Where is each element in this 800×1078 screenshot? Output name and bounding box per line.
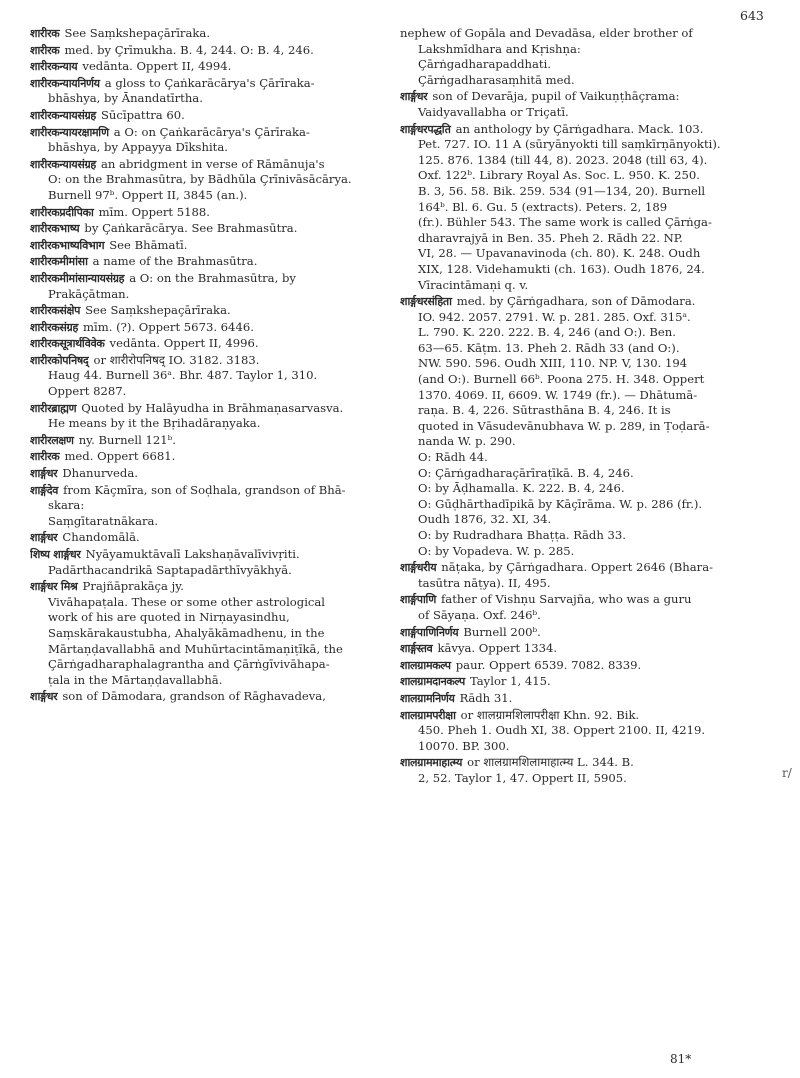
dictionary-entry	[400, 658, 768, 674]
dictionary-entry	[30, 26, 398, 42]
entry-line	[400, 771, 768, 787]
entry-line	[30, 91, 398, 107]
entry-text: O: Rādh 44.	[418, 450, 488, 465]
entry-line	[30, 172, 398, 188]
entry-line	[30, 303, 398, 319]
entry-text: Rādh 31.	[459, 690, 513, 705]
entry-text: med. Oppert 6681.	[64, 449, 176, 464]
entry-line	[400, 625, 768, 641]
entry-line	[30, 254, 398, 270]
entry-text: L. 790. K. 220. 222. B. 4, 246 (and O:). Ben.	[418, 325, 676, 340]
entry-line	[400, 658, 768, 674]
entry-line	[400, 497, 768, 513]
entry-line	[400, 73, 768, 89]
entry-headword: शारीरकप्रदीपिका	[30, 205, 94, 219]
entry-headword: शार्ङ्गधर	[400, 90, 428, 104]
entry-text: med. by Çārṅgadhara, son of Dāmodara.	[456, 294, 696, 309]
entry-text: Saṃskārakaustubha, Ahalyākāmadhenu, in the	[48, 625, 325, 640]
entry-text: mīm. Oppert 5188.	[98, 204, 210, 219]
entry-line	[400, 153, 768, 169]
dictionary-entry	[400, 625, 768, 641]
dictionary-entry	[30, 43, 398, 59]
entry-text: IO. 942. 2057. 2791. W. p. 281. 285. Oxf. 315ᵃ.	[418, 309, 691, 324]
entry-text: See Saṃkshepaçārīraka.	[85, 303, 231, 318]
entry-text: of Sāyaṇa. Oxf. 246ᵇ.	[418, 607, 541, 622]
entry-text: (and O:). Burnell 66ᵇ. Poona 275. H. 348. Oppert	[418, 372, 705, 387]
entry-headword: शालग्रामनिर्णय	[400, 691, 455, 705]
dictionary-entry	[30, 579, 398, 688]
entry-text: O: by Vopadeva. W. p. 285.	[418, 543, 575, 558]
dictionary-entry	[400, 674, 768, 690]
entry-line	[30, 76, 398, 92]
entry-text: See Bhāmatī.	[109, 237, 188, 252]
entry-line	[30, 563, 398, 579]
entry-line	[400, 278, 768, 294]
entry-text: by Çaṅkarācārya. See Brahmasūtra.	[84, 221, 298, 236]
dictionary-entry	[400, 89, 768, 120]
entry-text: 63—65. Kāṭm. 13. Pheh 2. Rādh 33 (and O:).	[418, 340, 680, 355]
entry-text: XIX, 128. Videhamukti (ch. 163). Oudh 1876, 24.	[418, 261, 705, 276]
entry-headword: शारीरब्राह्मण	[30, 401, 77, 415]
entry-line	[400, 592, 768, 608]
entry-line	[30, 384, 398, 400]
dictionary-entry	[30, 320, 398, 336]
entry-line	[400, 294, 768, 310]
entry-line	[400, 231, 768, 247]
entry-text: mīm. (?). Oppert 5673. 6446.	[83, 319, 254, 334]
entry-line	[30, 205, 398, 221]
dictionary-entry	[30, 303, 398, 319]
entry-headword: शारीरकमीमांसान्यायसंग्रह	[30, 271, 125, 285]
entry-text: Vīracintāmaṇi q. v.	[418, 277, 529, 292]
dictionary-entry	[30, 59, 398, 75]
entry-line	[400, 137, 768, 153]
entry-text: VI, 28. — Upavanavinoda (ch. 80). K. 248. Oudh	[418, 246, 701, 261]
entry-line	[30, 140, 398, 156]
entry-text: son of Devarāja, pupil of Vaikuṇṭhāçrama:	[432, 89, 680, 104]
entry-headword: शालग्रामपरीक्षा	[400, 708, 456, 722]
entry-text: Burnell 200ᵇ.	[463, 624, 541, 639]
entry-line	[30, 642, 398, 658]
entry-text: vedānta. Oppert II, 4994.	[82, 59, 232, 74]
entry-headword: शारीरक	[30, 450, 60, 464]
entry-headword: शार्ङ्गधर	[30, 690, 58, 704]
entry-text: O: by Rudradhara Bhaṭṭa. Rādh 33.	[418, 528, 626, 542]
entry-text: dharavrajyā in Ben. 35. Pheh 2. Rādh 22. NP.	[418, 230, 683, 245]
entry-headword: शारीरकसंक्षेप	[30, 304, 81, 318]
entry-text: a O: on Çaṅkarācārya's Çārīraka-	[113, 124, 310, 139]
entry-headword: शार्ङ्गधर	[30, 467, 58, 481]
entry-text: Prakāçātman.	[48, 286, 130, 301]
entry-line	[400, 641, 768, 657]
entry-headword: शार्ङ्गधरपद्धति	[400, 122, 451, 136]
entry-line	[30, 108, 398, 124]
entry-line	[400, 341, 768, 357]
entry-line	[400, 372, 768, 388]
dictionary-entry	[30, 336, 398, 352]
entry-text: Padārthacandrikā Saptapadārthīvyākhyā.	[48, 562, 292, 577]
entry-headword: शारीरकमीमांसा	[30, 255, 88, 269]
dictionary-entry	[30, 433, 398, 449]
dictionary-entry	[30, 530, 398, 546]
entry-text: a gloss to Çaṅkarācārya's Çārīraka-	[104, 75, 315, 90]
entry-line	[400, 42, 768, 58]
entry-line	[30, 157, 398, 173]
dictionary-entry	[400, 708, 768, 755]
entry-line	[400, 200, 768, 216]
entry-headword: शार्ङ्गधर मिश्र	[30, 580, 78, 594]
entry-headword: शिष्य शार्ङ्गधर	[30, 548, 81, 561]
entry-line	[30, 320, 398, 336]
entry-headword: शारीरकभाष्यविभाग	[30, 238, 105, 252]
dictionary-entry	[400, 641, 768, 657]
entry-line	[30, 673, 398, 689]
entry-text: Pet. 727. IO. 11 A (sūryānyokti till saṃkīrṇānyokti).	[418, 137, 721, 152]
entry-line	[400, 403, 768, 419]
entry-text: Sūcīpattra 60.	[100, 107, 185, 122]
entry-line	[30, 514, 398, 530]
entry-text: bhāshya, by Appayya Dīkshita.	[48, 140, 228, 155]
entry-line	[30, 336, 398, 352]
entry-line	[400, 544, 768, 560]
dictionary-entry	[30, 76, 398, 107]
entry-text: 1370. 4069. II, 6609. W. 1749 (fr.). — Dhātumā-	[418, 387, 698, 402]
entry-text: or शालग्रामशिलामाहात्म्य L. 344. B.	[467, 755, 634, 770]
entry-text: Oxf. 122ᵇ. Library Royal As. Soc. L. 950. K. 250.	[418, 168, 700, 183]
entry-text: Oppert 8287.	[48, 384, 127, 399]
entry-text: Çārṅgadharaphalagrantha and Çārṅgīvivāhapa-	[48, 657, 330, 672]
entry-line	[30, 466, 398, 482]
entry-line	[400, 105, 768, 121]
entry-text: from Kāçmīra, son of Soḍhala, grandson of Bhā-	[63, 482, 346, 497]
entry-line	[30, 271, 398, 287]
entry-line	[400, 674, 768, 690]
entry-text: B. 3, 56. 58. Bik. 259. 534 (91—134, 20). Burnell	[418, 183, 706, 198]
entry-text: ny. Burnell 121ᵇ.	[78, 432, 176, 447]
entry-line	[400, 691, 768, 707]
entry-headword: शारीरकसूत्रार्थविवेक	[30, 337, 105, 351]
dictionary-entry	[30, 125, 398, 156]
entry-headword: शालग्राममाहात्म्य	[400, 756, 463, 770]
entry-line	[30, 610, 398, 626]
entry-line	[30, 238, 398, 254]
entry-headword: शारीरकोपनिषद्	[30, 353, 89, 367]
entry-text: Nyāyamuktāvalī Lakshaṇāvalīvivṛiti.	[85, 547, 300, 561]
entry-text: son of Dāmodara, grandson of Rāghavadeva,	[62, 689, 326, 704]
dictionary-entry	[30, 449, 398, 465]
entry-headword: शार्ङ्गदेव	[30, 483, 59, 497]
entry-line	[30, 595, 398, 611]
entry-headword: शारीरकन्यायनिर्णय	[30, 76, 100, 90]
entry-text: O: Gūḍhārthadīpikā by Kāçīrāma. W. p. 286 (fr.).	[418, 496, 703, 511]
dictionary-entry	[400, 26, 768, 88]
entry-text: skara:	[48, 498, 85, 513]
entry-line	[400, 89, 768, 105]
dictionary-entry	[30, 466, 398, 482]
entry-line	[400, 528, 768, 544]
left-column	[30, 26, 398, 706]
entry-line	[400, 325, 768, 341]
entry-text: Burnell 97ᵇ. Oppert II, 3845 (an.).	[48, 187, 248, 202]
entry-text: Oudh 1876, 32. XI, 34.	[418, 512, 552, 527]
entry-text: Taylor 1, 415.	[469, 674, 551, 689]
entry-headword: शारीरक	[30, 27, 60, 40]
entry-line	[400, 388, 768, 404]
entry-text: He means by it the Bṛihadāraṇyaka.	[48, 416, 261, 431]
entry-line	[30, 626, 398, 642]
entry-text: Saṃgītaratnākara.	[48, 513, 159, 528]
entry-text: 164ᵇ. Bl. 6. Gu. 5 (extracts). Peters. 2, 189	[418, 199, 668, 214]
dictionary-entry	[30, 271, 398, 302]
entry-line	[400, 26, 768, 42]
dictionary-entry	[400, 122, 768, 294]
entry-line	[30, 287, 398, 303]
entry-text: work of his are quoted in Nirṇayasindhu,	[48, 610, 290, 625]
entry-line	[30, 26, 398, 42]
entry-text: Lakshmīdhara and Kṛishṇa:	[418, 41, 581, 56]
entry-line	[30, 43, 398, 59]
entry-headword: शारीरकन्यायसंग्रह	[30, 108, 96, 122]
entry-headword: शारीरलक्षण	[30, 433, 74, 447]
entry-line	[400, 512, 768, 528]
entry-text: an anthology by Çārṅgadhara. Mack. 103.	[455, 121, 704, 136]
entry-line	[30, 689, 398, 705]
entry-line	[30, 530, 398, 546]
entry-line	[400, 356, 768, 372]
entry-text: nanda W. p. 290.	[418, 434, 516, 449]
entry-text: bhāshya, by Ānandatīrtha.	[48, 91, 203, 106]
entry-line	[400, 576, 768, 592]
entry-line	[400, 310, 768, 326]
dictionary-entry	[400, 294, 768, 559]
entry-line	[30, 498, 398, 514]
entry-line	[400, 434, 768, 450]
entry-line	[30, 401, 398, 417]
entry-text: tasūtra nāṭya). II, 495.	[418, 575, 551, 590]
entry-text: Dhanurveda.	[62, 466, 138, 481]
entry-text: father of Vishṇu Sarvajña, who was a guru	[441, 592, 692, 607]
entry-text: O: on the Brahmasūtra, by Bādhūla Çrīnivāsācārya.	[48, 172, 352, 187]
dictionary-entry	[400, 560, 768, 591]
entry-line	[400, 168, 768, 184]
dictionary-entry	[30, 238, 398, 254]
dictionary-entry	[30, 254, 398, 270]
entry-line	[400, 481, 768, 497]
entry-headword: शालग्रामकल्प	[400, 658, 451, 672]
page-number: 643	[740, 8, 764, 23]
entry-text: NW. 590. 596. Oudh XIII, 110. NP. V, 130. 194	[418, 356, 688, 371]
entry-line	[30, 353, 398, 369]
dictionary-entry	[400, 691, 768, 707]
margin-annotation: r/	[782, 766, 792, 780]
entry-line	[400, 739, 768, 755]
entry-text: raṇa. B. 4, 226. Sūtrasthāna B. 4, 246. It is	[418, 403, 671, 418]
entry-line	[30, 449, 398, 465]
entry-line	[400, 450, 768, 466]
dictionary-entry	[30, 205, 398, 221]
entry-line	[400, 708, 768, 724]
dictionary-entry	[30, 401, 398, 432]
entry-headword: शारीरकन्यायसंग्रह	[30, 157, 96, 171]
entry-line	[30, 483, 398, 499]
entry-text: or शालग्रामशिलापरीक्षा Khn. 92. Bik.	[460, 707, 640, 722]
entry-text: See Saṃkshepaçārīraka.	[64, 26, 211, 40]
entry-headword: शारीरकसंग्रह	[30, 320, 79, 334]
entry-text: 10070. BP. 300.	[418, 738, 510, 753]
entry-line	[30, 221, 398, 237]
entry-text: 2, 52. Taylor 1, 47. Oppert II, 5905.	[418, 770, 627, 785]
entry-headword: शार्ङ्गधर	[30, 531, 58, 545]
entry-line	[400, 246, 768, 262]
entry-text: O: Çārṅgadharaçārīraṭīkā. B. 4, 246.	[418, 465, 634, 480]
entry-line	[400, 215, 768, 231]
entry-headword: शारीरकभाष्य	[30, 222, 80, 236]
entry-text: or शारीरोपनिषद् IO. 3182. 3183.	[93, 352, 260, 367]
entry-text: Haug 44. Burnell 36ᵃ. Bhr. 487. Taylor 1, 310.	[48, 368, 318, 383]
entry-text: kāvya. Oppert 1334.	[437, 641, 558, 656]
entry-text: Vivāhapaṭala. These or some other astrological	[48, 594, 326, 609]
entry-headword: शार्ङ्गधरसंहिता	[400, 295, 452, 309]
entry-line	[400, 723, 768, 739]
entry-text: a O: on the Brahmasūtra, by	[129, 270, 296, 285]
entry-headword: शारीरकन्याय	[30, 60, 78, 74]
entry-text: paur. Oppert 6539. 7082. 8339.	[455, 657, 642, 672]
entry-line	[30, 59, 398, 75]
dictionary-entry	[400, 755, 768, 786]
entry-line	[400, 262, 768, 278]
entry-headword: शार्ङ्गधरीय	[400, 561, 437, 575]
dictionary-entry	[30, 689, 398, 705]
entry-line	[400, 755, 768, 771]
entry-text: Quoted by Halāyudha in Brāhmaṇasarvasva.	[81, 400, 344, 415]
entry-text: Vaidyavallabha or Triçatī.	[418, 104, 569, 119]
entry-headword: शारीरक	[30, 43, 60, 57]
entry-headword: शारीरकन्यायरक्षामणि	[30, 125, 109, 139]
entry-line	[30, 547, 398, 563]
entry-line	[30, 416, 398, 432]
entry-text: med. by Çrīmukha. B. 4, 244. O: B. 4, 246.	[64, 42, 314, 57]
entry-text: nāṭaka, by Çārṅgadhara. Oppert 2646 (Bhara-	[441, 560, 714, 575]
entry-text: a name of the Brahmasūtra.	[92, 254, 258, 269]
dictionary-entry	[30, 483, 398, 530]
entry-line	[30, 579, 398, 595]
entry-line	[30, 125, 398, 141]
entry-line	[400, 608, 768, 624]
entry-line	[30, 368, 398, 384]
entry-text: Prajñāprakāça jy.	[82, 579, 184, 594]
page-end-mark: 81*	[670, 1052, 692, 1066]
entry-text: ṭala in the Mārtaṇḍavallabhā.	[48, 672, 223, 687]
dictionary-entry	[30, 353, 398, 400]
entry-line	[400, 419, 768, 435]
entry-text: Çārṅgadharasaṃhitā med.	[418, 72, 575, 87]
entry-line	[400, 57, 768, 73]
entry-headword: शार्ङ्गस्तव	[400, 642, 433, 656]
entry-line	[400, 184, 768, 200]
entry-headword: शार्ङ्गपाणि	[400, 593, 436, 607]
entry-line	[400, 122, 768, 138]
entry-headword: शार्ङ्गपाणिनिर्णय	[400, 625, 459, 639]
entry-text: vedānta. Oppert II, 4996.	[109, 336, 259, 351]
entry-text: O: by Āḍhamalla. K. 222. B. 4, 246.	[418, 481, 625, 496]
dictionary-entry	[30, 221, 398, 237]
entry-line	[400, 466, 768, 482]
dictionary-entry	[30, 108, 398, 124]
entry-text: Çārṅgadharapaddhati.	[418, 57, 551, 72]
entry-line	[30, 657, 398, 673]
entry-text: an abridgment in verse of Rāmānuja's	[100, 156, 325, 171]
entry-line	[30, 188, 398, 204]
entry-line	[400, 560, 768, 576]
entry-text: Mārtaṇḍavallabhā and Muhūrtacintāmaṇiṭīkā, the	[48, 641, 343, 656]
entry-text: quoted in Vāsudevānubhava W. p. 289, in Ṭoḍarā-	[418, 418, 710, 433]
right-column	[400, 26, 768, 788]
entry-text: 450. Pheh 1. Oudh XI, 38. Oppert 2100. II, 4219.	[418, 723, 706, 738]
entry-text: nephew of Gopāla and Devadāsa, elder brother of	[400, 26, 693, 40]
entry-text: (fr.). Bühler 543. The same work is called Çārṅga-	[418, 215, 712, 230]
dictionary-entry	[30, 547, 398, 578]
dictionary-entry	[30, 157, 398, 204]
entry-headword: शालग्रामदानकल्प	[400, 675, 465, 689]
dictionary-entry	[400, 592, 768, 623]
entry-text: 125. 876. 1384 (till 44, 8). 2023. 2048 (till 63, 4).	[418, 152, 708, 167]
entry-text: Chandomālā.	[62, 530, 140, 545]
entry-line	[30, 433, 398, 449]
